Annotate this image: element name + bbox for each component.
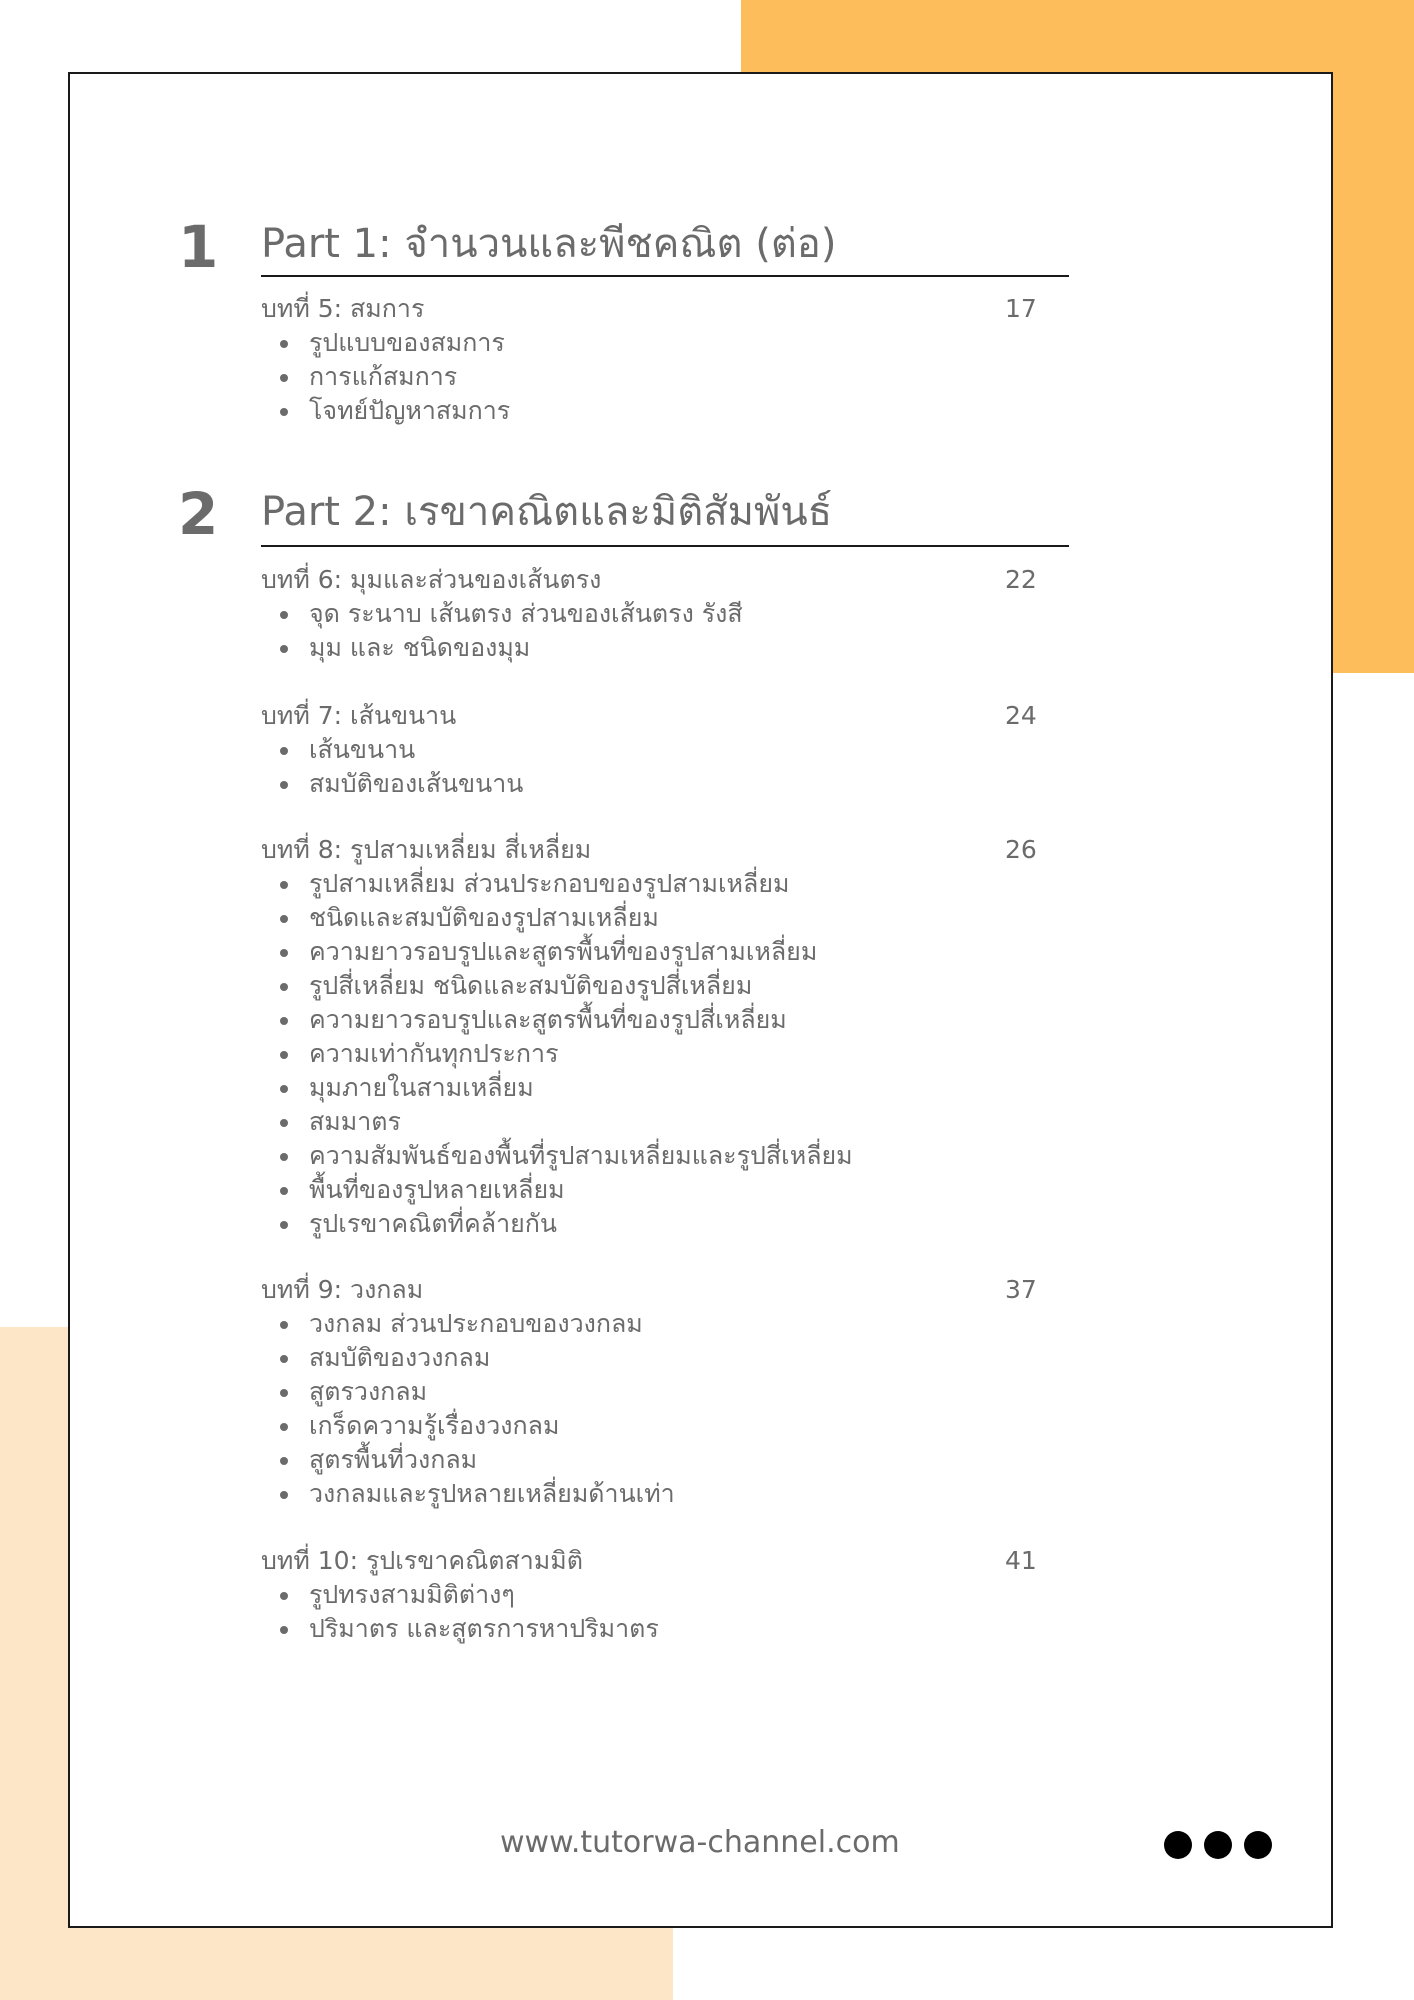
bullet-icon: [280, 645, 288, 653]
bullet-icon: [280, 1119, 288, 1127]
topic-text: ปริมาตร และสูตรการหาปริมาตร: [309, 1614, 659, 1643]
chapter-entry[interactable]: [261, 699, 1041, 801]
chapter-topic-list: [261, 733, 1041, 801]
part-number: 2: [178, 480, 219, 548]
topic-list-item: [261, 901, 1041, 935]
topic-list-item: [261, 969, 1041, 1003]
topic-text: สมบัติของเส้นขนาน: [309, 769, 524, 798]
bullet-icon: [280, 1457, 288, 1465]
topic-list-item: [261, 597, 1041, 631]
topic-text: จุด ระนาบ เส้นตรง ส่วนของเส้นตรง รังสี: [309, 599, 743, 628]
bullet-icon: [280, 1085, 288, 1093]
chapter-page-number: 17: [1005, 294, 1037, 323]
topic-text: สูตรวงกลม: [309, 1377, 428, 1406]
bullet-icon: [280, 747, 288, 755]
topic-list-item: [261, 733, 1041, 767]
topic-text: พื้นที่ของรูปหลายเหลี่ยม: [309, 1175, 565, 1204]
chapter-entry[interactable]: [261, 1544, 1041, 1646]
topic-list-item: [261, 1307, 1041, 1341]
chapter-topic-list: [261, 1307, 1041, 1511]
chapter-heading: [261, 1273, 1041, 1307]
chapter-heading: [261, 1544, 1041, 1578]
chapter-entry[interactable]: [261, 292, 1041, 428]
chapter-title: บทที่ 5: สมการ: [261, 294, 425, 323]
dot-icon: [1204, 1831, 1232, 1859]
chapter-entry[interactable]: [261, 1273, 1041, 1511]
topic-text: วงกลมและรูปหลายเหลี่ยมด้านเท่า: [309, 1479, 675, 1508]
chapter-title: บทที่ 9: วงกลม: [261, 1275, 424, 1304]
bullet-icon: [280, 611, 288, 619]
topic-list-item: [261, 867, 1041, 901]
topic-text: รูปแบบของสมการ: [309, 328, 505, 357]
topic-text: ความยาวรอบรูปและสูตรพื้นที่ของรูปสามเหลี่ยม: [309, 937, 818, 966]
topic-list-item: [261, 1037, 1041, 1071]
bullet-icon: [280, 1389, 288, 1397]
bullet-icon: [280, 1017, 288, 1025]
topic-list-item: [261, 1578, 1041, 1612]
topic-list-item: [261, 1173, 1041, 1207]
topic-list-item: [261, 326, 1041, 360]
topic-list-item: [261, 1003, 1041, 1037]
bullet-icon: [280, 881, 288, 889]
topic-list-item: [261, 1375, 1041, 1409]
bullet-icon: [280, 1355, 288, 1363]
footer-website-link[interactable]: www.tutorwa-channel.com: [500, 1825, 900, 1860]
topic-list-item: [261, 360, 1041, 394]
topic-text: โจทย์ปัญหาสมการ: [309, 396, 511, 425]
bullet-icon: [280, 1221, 288, 1229]
topic-text: ความยาวรอบรูปและสูตรพื้นที่ของรูปสี่เหลี่ยม: [309, 1005, 787, 1034]
topic-text: วงกลม ส่วนประกอบของวงกลม: [309, 1309, 643, 1338]
chapter-title: บทที่ 8: รูปสามเหลี่ยม สี่เหลี่ยม: [261, 835, 592, 864]
topic-text: ความเท่ากันทุกประการ: [309, 1039, 559, 1068]
bullet-icon: [280, 915, 288, 923]
three-dots-icon: [1164, 1831, 1274, 1859]
topic-list-item: [261, 1341, 1041, 1375]
part-title: Part 1: จำนวนและพีชคณิต (ต่อ): [261, 221, 837, 267]
topic-list-item: [261, 1409, 1041, 1443]
chapter-topic-list: [261, 326, 1041, 428]
bullet-icon: [280, 1423, 288, 1431]
chapter-entry[interactable]: [261, 563, 1041, 665]
bullet-icon: [280, 1592, 288, 1600]
chapter-heading: [261, 563, 1041, 597]
bullet-icon: [280, 1187, 288, 1195]
topic-list-item: [261, 1612, 1041, 1646]
bullet-icon: [280, 374, 288, 382]
topic-list-item: [261, 1207, 1041, 1241]
topic-list-item: [261, 394, 1041, 428]
topic-list-item: [261, 1105, 1041, 1139]
topic-list-item: [261, 1071, 1041, 1105]
chapter-heading: [261, 699, 1041, 733]
chapter-title: บทที่ 10: รูปเรขาคณิตสามมิติ: [261, 1546, 583, 1575]
chapter-page-number: 22: [1005, 565, 1037, 594]
chapter-topic-list: [261, 867, 1041, 1241]
topic-text: สมบัติของวงกลม: [309, 1343, 491, 1372]
topic-text: การแก้สมการ: [309, 362, 458, 391]
topic-text: รูปสามเหลี่ยม ส่วนประกอบของรูปสามเหลี่ยม: [309, 869, 790, 898]
part-divider: [261, 275, 1069, 277]
chapter-page-number: 26: [1005, 835, 1037, 864]
chapter-page-number: 41: [1005, 1546, 1037, 1575]
dot-icon: [1244, 1831, 1272, 1859]
bullet-icon: [280, 340, 288, 348]
topic-text: เส้นขนาน: [309, 735, 416, 764]
bullet-icon: [280, 781, 288, 789]
part-title: Part 2: เรขาคณิตและมิติสัมพันธ์: [261, 489, 833, 535]
topic-list-item: [261, 767, 1041, 801]
chapter-topic-list: [261, 597, 1041, 665]
topic-list-item: [261, 1477, 1041, 1511]
chapter-entry[interactable]: [261, 833, 1041, 1241]
chapter-title: บทที่ 7: เส้นขนาน: [261, 701, 457, 730]
topic-text: เกร็ดความรู้เรื่องวงกลม: [309, 1411, 560, 1440]
topic-text: มุมภายในสามเหลี่ยม: [309, 1073, 534, 1102]
chapter-title: บทที่ 6: มุมและส่วนของเส้นตรง: [261, 565, 602, 594]
chapter-topic-list: [261, 1578, 1041, 1646]
bullet-icon: [280, 1153, 288, 1161]
bullet-icon: [280, 1626, 288, 1634]
bullet-icon: [280, 949, 288, 957]
topic-text: รูปเรขาคณิตที่คล้ายกัน: [309, 1209, 557, 1238]
topic-text: ชนิดและสมบัติของรูปสามเหลี่ยม: [309, 903, 659, 932]
topic-text: รูปสี่เหลี่ยม ชนิดและสมบัติของรูปสี่เหลี่ยม: [309, 971, 753, 1000]
topic-text: มุม และ ชนิดของมุม: [309, 633, 531, 662]
bullet-icon: [280, 1491, 288, 1499]
topic-text: สมมาตร: [309, 1107, 401, 1136]
bullet-icon: [280, 1051, 288, 1059]
bullet-icon: [280, 408, 288, 416]
topic-text: รูปทรงสามมิติต่างๆ: [309, 1580, 515, 1609]
chapter-heading: [261, 833, 1041, 867]
bullet-icon: [280, 983, 288, 991]
topic-list-item: [261, 1139, 1041, 1173]
bullet-icon: [280, 1321, 288, 1329]
chapter-heading: [261, 292, 1041, 326]
dot-icon: [1164, 1831, 1192, 1859]
topic-text: ความสัมพันธ์ของพื้นที่รูปสามเหลี่ยมและรูปสี่เหลี่ยม: [309, 1141, 853, 1170]
chapter-page-number: 37: [1005, 1275, 1037, 1304]
part-number: 1: [178, 213, 219, 281]
topic-text: สูตรพื้นที่วงกลม: [309, 1445, 478, 1474]
part-divider: [261, 545, 1069, 547]
topic-list-item: [261, 1443, 1041, 1477]
topic-list-item: [261, 631, 1041, 665]
topic-list-item: [261, 935, 1041, 969]
chapter-page-number: 24: [1005, 701, 1037, 730]
